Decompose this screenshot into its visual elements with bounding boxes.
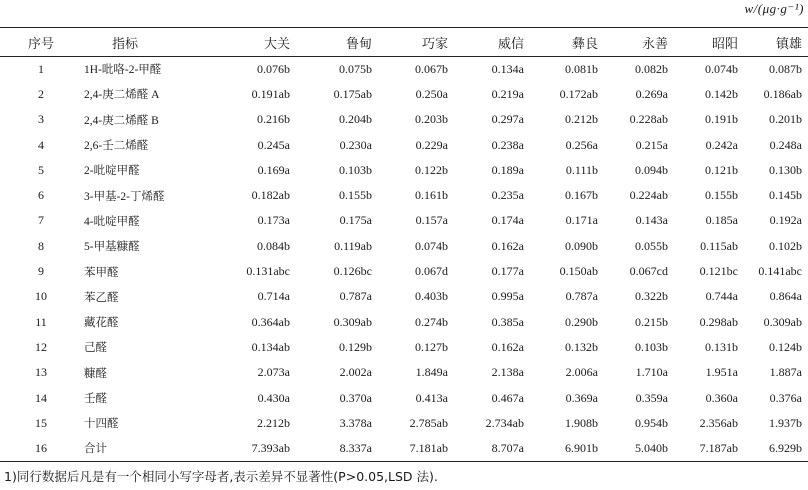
value-cell: 0.297a	[491, 112, 524, 127]
value-cell: 0.189a	[491, 162, 524, 177]
value-cell: 0.467a	[491, 390, 524, 405]
value-cell: 0.076b	[257, 61, 290, 76]
value-cell: 0.954b	[635, 415, 668, 430]
value-cell: 0.141abc	[758, 264, 802, 279]
value-cell: 0.067d	[415, 264, 448, 279]
value-cell: 0.094b	[635, 162, 668, 177]
row-indicator-name: 5-甲基糠醛	[84, 241, 140, 254]
value-cell: 0.055b	[635, 238, 668, 253]
value-cell: 0.216b	[257, 112, 290, 127]
value-cell: 0.309ab	[333, 314, 372, 329]
row-index: 8	[38, 238, 44, 253]
table-row	[0, 284, 808, 309]
row-indicator-name: 糠醛	[84, 367, 107, 380]
value-cell: 0.143a	[635, 213, 668, 228]
value-cell: 0.161b	[415, 188, 448, 203]
value-cell: 0.157a	[415, 213, 448, 228]
value-cell: 0.067b	[415, 61, 448, 76]
value-cell: 0.155b	[339, 188, 372, 203]
value-cell: 0.191ab	[251, 86, 290, 101]
row-index: 4	[38, 137, 44, 152]
value-cell: 0.081b	[565, 61, 598, 76]
value-cell: 0.074b	[705, 61, 738, 76]
value-cell: 0.290b	[565, 314, 598, 329]
table-row	[0, 436, 808, 461]
value-cell: 0.075b	[339, 61, 372, 76]
table-row	[0, 57, 808, 82]
value-cell: 0.084b	[257, 238, 290, 253]
value-cell: 1.951a	[705, 365, 738, 380]
value-cell: 6.901b	[530, 436, 604, 461]
header-zhenxiong: 镇雄	[744, 28, 808, 57]
row-indicator-name: 合计	[82, 436, 228, 461]
value-cell: 8.337a	[296, 436, 378, 461]
row-index: 1	[38, 61, 44, 76]
row-indicator-name: 壬醛	[84, 393, 107, 405]
row-index: 12	[35, 339, 47, 354]
value-cell: 0.131b	[705, 339, 738, 354]
value-cell: 0.430a	[257, 390, 290, 405]
value-cell: 0.787a	[565, 289, 598, 304]
value-cell: 2.212b	[257, 415, 290, 430]
table-row	[0, 234, 808, 259]
value-cell: 0.074b	[415, 238, 448, 253]
row-indicator-name: 4-吡啶甲醛	[84, 215, 140, 228]
value-cell: 7.393ab	[228, 436, 296, 461]
table-row	[0, 82, 808, 107]
value-cell: 0.121bc	[699, 264, 738, 279]
value-cell: 0.162a	[491, 238, 524, 253]
row-indicator-name: 十四醛	[84, 418, 119, 431]
value-cell: 3.378a	[339, 415, 372, 430]
value-cell: 0.864a	[769, 289, 802, 304]
value-cell: 0.191b	[705, 112, 738, 127]
value-cell: 0.155b	[705, 188, 738, 203]
header-yongshan: 永善	[604, 28, 674, 57]
table-row	[0, 335, 808, 360]
value-cell: 2.356ab	[699, 415, 738, 430]
value-cell: 0.150ab	[559, 264, 598, 279]
value-cell: 0.269a	[635, 86, 668, 101]
header-ludian: 鲁甸	[296, 28, 378, 57]
value-cell: 0.172ab	[559, 86, 598, 101]
value-cell: 0.359a	[635, 390, 668, 405]
value-cell: 0.369a	[565, 390, 598, 405]
row-indicator-name: 3-甲基-2-丁烯醛	[84, 190, 165, 203]
value-cell: 0.119ab	[334, 238, 372, 253]
header-yiliang: 彝良	[530, 28, 604, 57]
row-indicator-name: 1H-吡咯-2-甲醛	[84, 64, 162, 77]
value-cell: 0.229a	[415, 137, 448, 152]
table-row	[0, 259, 808, 284]
row-index: 11	[35, 314, 47, 329]
value-cell: 5.040b	[604, 436, 674, 461]
value-cell: 0.174a	[491, 213, 524, 228]
value-cell: 0.127b	[415, 339, 448, 354]
value-cell: 0.121b	[705, 162, 738, 177]
value-cell: 0.364ab	[251, 314, 290, 329]
row-index: 9	[38, 264, 44, 279]
value-cell: 0.309ab	[763, 314, 802, 329]
value-cell: 2.785ab	[409, 415, 448, 430]
value-cell: 0.102b	[769, 238, 802, 253]
value-cell: 1.887a	[769, 365, 802, 380]
row-indicator-name: 2-吡啶甲醛	[84, 165, 140, 178]
value-cell: 6.929b	[744, 436, 808, 461]
value-cell: 0.132b	[565, 339, 598, 354]
table-row	[0, 107, 808, 132]
value-cell: 0.192a	[769, 213, 802, 228]
value-cell: 8.707a	[454, 436, 530, 461]
value-cell: 0.145b	[769, 188, 802, 203]
value-cell: 0.274b	[415, 314, 448, 329]
value-cell: 0.256a	[565, 137, 598, 152]
row-indicator-name: 2,4-庚二烯醛 A	[84, 89, 160, 102]
value-cell: 0.129b	[339, 339, 372, 354]
value-cell: 0.215a	[635, 137, 668, 152]
value-cell: 0.134ab	[251, 339, 290, 354]
table-row	[0, 385, 808, 410]
value-cell: 0.228ab	[629, 112, 668, 127]
value-cell: 0.103b	[339, 162, 372, 177]
value-cell: 0.203b	[415, 112, 448, 127]
header-zhaoyang: 昭阳	[674, 28, 744, 57]
value-cell: 0.385a	[491, 314, 524, 329]
value-cell: 1.710a	[635, 365, 668, 380]
value-cell: 0.212b	[565, 112, 598, 127]
value-cell: 0.142b	[705, 86, 738, 101]
value-cell: 0.090b	[565, 238, 598, 253]
header-qiaojia: 巧家	[378, 28, 454, 57]
header-indicator: 指标	[82, 28, 228, 57]
value-cell: 0.250a	[415, 86, 448, 101]
value-cell: 0.167b	[565, 188, 598, 203]
value-cell: 0.224ab	[629, 188, 668, 203]
value-cell: 0.175a	[339, 213, 372, 228]
value-cell: 0.186ab	[763, 86, 802, 101]
value-cell: 0.242a	[705, 137, 738, 152]
value-cell: 0.122b	[415, 162, 448, 177]
value-cell: 1.937b	[769, 415, 802, 430]
value-cell: 0.230a	[339, 137, 372, 152]
value-cell: 7.181ab	[378, 436, 454, 461]
value-cell: 0.235a	[491, 188, 524, 203]
row-indicator-name: 苯乙醛	[84, 291, 119, 304]
value-cell: 0.087b	[769, 61, 802, 76]
value-cell: 0.376a	[769, 390, 802, 405]
value-cell: 0.171a	[565, 213, 598, 228]
value-cell: 2.734ab	[485, 415, 524, 430]
row-index: 6	[38, 188, 44, 203]
table-body	[0, 57, 808, 462]
value-cell: 0.182ab	[251, 188, 290, 203]
value-cell: 0.215b	[635, 314, 668, 329]
table-row	[0, 360, 808, 385]
aldehyde-content-table	[0, 27, 808, 462]
value-cell: 0.413a	[415, 390, 448, 405]
value-cell: 0.130b	[769, 162, 802, 177]
value-cell: 0.245a	[257, 137, 290, 152]
row-indicator-name: 己醛	[84, 342, 107, 355]
table-row	[0, 158, 808, 183]
row-index: 16	[0, 436, 82, 461]
value-cell: 0.082b	[635, 61, 668, 76]
unit-label: w/(μg·g⁻¹)	[744, 1, 804, 16]
table-row	[0, 411, 808, 436]
value-cell: 0.177a	[491, 264, 524, 279]
row-indicator-name: 苯甲醛	[84, 266, 119, 279]
value-cell: 0.360a	[705, 390, 738, 405]
value-cell: 0.219a	[491, 86, 524, 101]
value-cell: 0.995a	[491, 289, 524, 304]
row-index: 13	[35, 365, 47, 380]
value-cell: 0.173a	[257, 213, 290, 228]
value-cell: 2.138a	[491, 365, 524, 380]
row-index: 15	[35, 415, 47, 430]
value-cell: 0.403b	[415, 289, 448, 304]
value-cell: 0.744a	[705, 289, 738, 304]
value-cell: 0.124b	[769, 339, 802, 354]
footnote: 1)同行数据后凡是有一个相同小写字母者,表示差异不显著性(P>0.05,LSD 法).	[4, 469, 438, 484]
value-cell: 2.002a	[339, 365, 372, 380]
row-indicator-name: 藏花醛	[84, 317, 119, 330]
value-cell: 0.169a	[257, 162, 290, 177]
row-index: 14	[35, 390, 47, 405]
row-indicator-name: 2,4-庚二烯醛 B	[84, 114, 159, 127]
value-cell: 0.126bc	[333, 264, 372, 279]
value-cell: 0.787a	[339, 289, 372, 304]
value-cell: 0.134a	[491, 61, 524, 76]
value-cell: 2.073a	[257, 365, 290, 380]
table-row	[0, 183, 808, 208]
value-cell: 0.204b	[339, 112, 372, 127]
header-index: 序号	[0, 28, 82, 57]
value-cell: 7.187ab	[674, 436, 744, 461]
row-indicator-name: 2,6-壬二烯醛	[84, 140, 149, 153]
row-index: 2	[38, 86, 44, 101]
table-row	[0, 132, 808, 157]
value-cell: 0.238a	[491, 137, 524, 152]
value-cell: 1.849a	[415, 365, 448, 380]
table-row	[0, 309, 808, 334]
header-daguan: 大关	[228, 28, 296, 57]
table-header-row	[0, 28, 808, 57]
value-cell: 0.185a	[705, 213, 738, 228]
value-cell: 0.322b	[635, 289, 668, 304]
value-cell: 0.067cd	[629, 264, 668, 279]
table-row	[0, 208, 808, 233]
value-cell: 0.714a	[257, 289, 290, 304]
header-weixin: 威信	[454, 28, 530, 57]
value-cell: 0.162a	[491, 339, 524, 354]
row-index: 7	[38, 213, 44, 228]
row-index: 5	[38, 162, 44, 177]
value-cell: 0.298ab	[699, 314, 738, 329]
value-cell: 2.006a	[565, 365, 598, 380]
value-cell: 0.131abc	[246, 264, 290, 279]
row-index: 10	[35, 289, 47, 304]
row-index: 3	[38, 112, 44, 127]
value-cell: 0.175ab	[333, 86, 372, 101]
value-cell: 0.103b	[635, 339, 668, 354]
value-cell: 0.201b	[769, 112, 802, 127]
value-cell: 0.370a	[339, 390, 372, 405]
value-cell: 1.908b	[565, 415, 598, 430]
value-cell: 0.248a	[769, 137, 802, 152]
value-cell: 0.111b	[565, 162, 598, 177]
value-cell: 0.115ab	[700, 238, 738, 253]
